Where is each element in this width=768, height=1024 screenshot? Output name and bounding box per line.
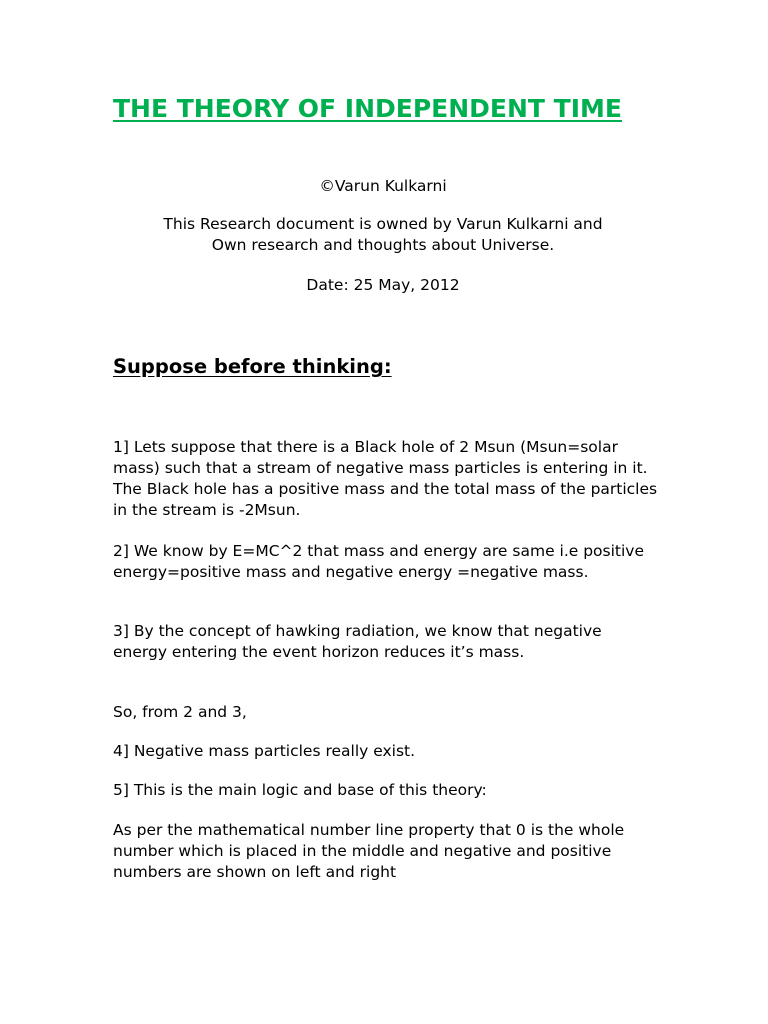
paragraph-3: 3] By the concept of hawking radiation, we know that negative energy entering the event horizon reduces it’s mass.: [113, 622, 602, 661]
document-title: THE THEORY OF INDEPENDENT TIME: [113, 94, 622, 123]
paragraph-2: 2] We know by E=MC^2 that mass and energy are same i.e positive energy=positive mass and negative energy =negative mass.: [113, 542, 645, 581]
ownership-line-1: This Research document is owned by Varun Kulkarni and: [163, 215, 603, 233]
document-date: Date: 25 May, 2012: [306, 276, 460, 294]
paragraph-4: So, from 2 and 3,: [113, 703, 247, 721]
ownership-statement: [113, 214, 653, 256]
paragraph-1: 1] Lets suppose that there is a Black hole of 2 Msun (Msun=solar mass) such that a stream of negative mass particles is entering in it. The Black hole has a positive mass and the total mass of the particles in the stream is -2Msun.: [113, 438, 658, 519]
ownership-line-2: Own research and thoughts about Universe.: [211, 236, 555, 254]
section-heading: Suppose before thinking:: [113, 355, 392, 378]
paragraph-6: 5] This is the main logic and base of this theory:: [113, 781, 487, 799]
paragraph-5: 4] Negative mass particles really exist.: [113, 742, 416, 760]
copyright-line: ©Varun Kulkarni: [319, 177, 447, 195]
paragraph-7: As per the mathematical number line property that 0 is the whole number which is placed in the middle and negative and positive numbers are shown on left and right: [113, 821, 625, 881]
